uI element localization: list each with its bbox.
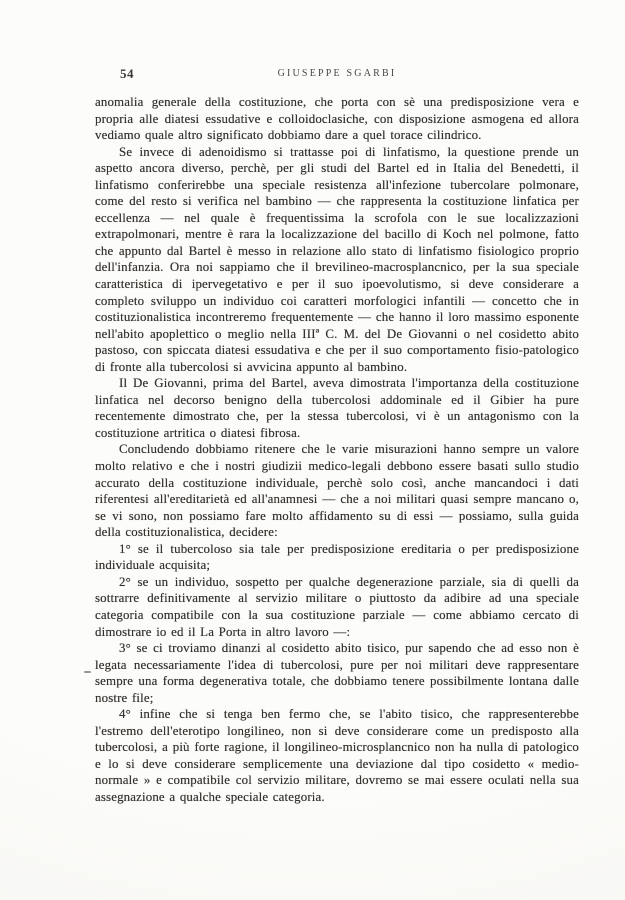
page-header <box>95 66 579 82</box>
text-block <box>95 94 579 806</box>
paragraph: Concludendo dobbiamo ritenere che le varie misurazioni hanno sempre un valore molto relativo e che i nostri giudizii medico-legali debbono essere basati sullo studio accurato della costituzione individuale, perchè solo così, anche mancandoci i dati riferentesi all'ereditarietà ed all'anamnesi — che a noi militari quasi sempre mancano o, se vi sono, non possiamo fare molto affidamento su di essi — possiamo, sulla guida della costituzionalistica, decidere: <box>95 442 579 540</box>
paragraph: anomalia generale della costituzione, che porta con sè una predisposizione vera e propria alle diatesi essudative e colloidoclasiche, con disposizione asmogena ed allora vediamo quale altro significato dobbiamo dare a quel torace cilindrico. <box>95 95 579 143</box>
paragraph: 4° infine che si tenga ben fermo che, se l'abito tisico, che rappresenterebbe l'estremo dell'eterotipo longilineo, non si deve considerare come un predisposto alla tubercolosi, a più forte ragione, il longilineo-microsplancnico non ha nulla di patologico e lo si deve considerare semplicemente una deviazione dal tipo cosidetto « medio-normale » e compatibile col servizio militare, dovremo se mai essere oculati nella sua assegnazione a qualche speciale categoria. <box>95 707 579 804</box>
paragraph: 1° se il tubercoloso sia tale per predisposizione ereditaria o per predisposizione individuale acquisita; <box>95 541 579 573</box>
paragraph: 2° se un individuo, sospetto per qualche degenerazione parziale, sia di quelli da sottrarre definitivamente al servizio militare o piuttosto da adibire ad una speciale categoria compatibile con la sua costituzione parziale — come abbiamo cercato di dimostrare io ed il La Porta in altro lavoro —: <box>95 574 579 639</box>
margin-dash-mark <box>84 671 91 673</box>
paragraph: Il De Giovanni, prima del Bartel, aveva dimostrata l'importanza della costituzione linfatica nel decorso benigno della tubercolosi addominale ed il Gibier ha pure recentemente dimostrato che, per la stessa tubercolosi, vi è un antagonismo con la costituzione artritica o diatesi fibrosa. <box>95 376 579 440</box>
paragraph: 3° se ci troviamo dinanzi al cosidetto abito tisico, pur sapendo che ad esso non è legata necessariamente l'idea di tubercolosi, pure per noi militari deve rappresentare sempre una forma degenerativa totale, che dobbiamo tenere possibilmente lontana dalle nostre file; <box>95 641 579 705</box>
running-title: GIUSEPPE SGARBI <box>277 68 397 79</box>
paragraph: Se invece di adenoidismo si trattasse poi di linfatismo, la questione prende un aspetto ancora diverso, perchè, per gli studi del Bartel ed in Italia del Benedetti, il linfatismo conferirebbe una speciale resistenza all'infezione tubercolare polmonare, come del resto si verifica nel bambino — che rappresenta la costituzione linfatica per eccellenza — nel quale è frequentissima la scrofola con le sue localizzazioni extrapolmonari, mentre è rara la localizzazione del bacillo di Koch nel polmone, fatto che appunto dal Bartel è messo in relazione allo stato di linfatismo fisiologico proprio dell'infanzia. Ora noi sappiamo che il brevilineo-macrosplancnico, per la sua speciale caratteristica di ipervegetativo e per il suo ipoevolutismo, si deve considerare a completo sviluppo un individuo coi caratteri morfologici infantili — concetto che in costituzionalistica incontreremo frequentemente — che hanno il loro massimo esponente nell'abito apoplettico o meglio nella IIIª C. M. del De Giovanni o nel cosidetto abito pastoso, con spiccata diatesi essudativa e che per il suo comportamento fisio-patologico di fronte alla tubercolosi si avvicina appunto al bambino. <box>95 144 579 374</box>
page-number: 54 <box>120 66 134 81</box>
